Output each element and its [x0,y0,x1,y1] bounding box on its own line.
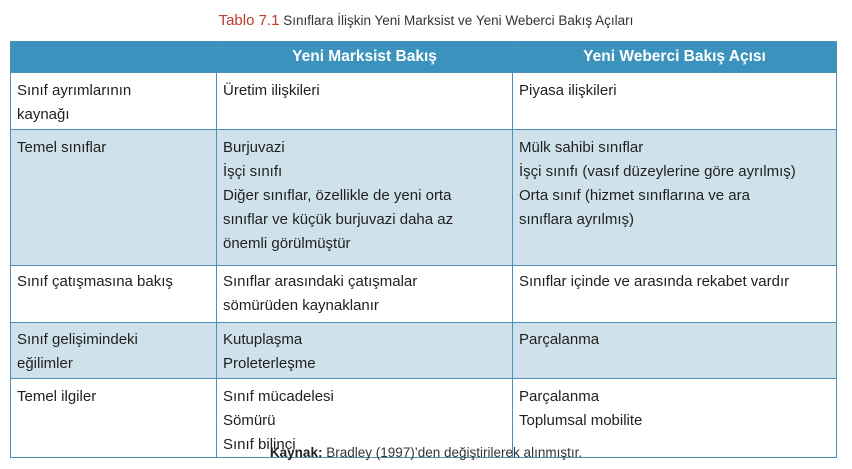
cell-line: Burjuvazi [223,139,285,156]
cell-line: Sınıf gelişimindeki [17,331,138,348]
weberian-cell [513,73,837,130]
cell-line: Sınıflar arasındaki çatışmalar [223,273,418,290]
row-label-cell [11,266,217,323]
source-note [0,444,852,462]
header-marxist: Yeni Marksist Bakış [217,42,513,73]
comparison-table [10,41,837,458]
cell-line: Diğer sınıflar, özellikle de yeni orta [223,187,452,204]
cell-line: Sınıf ayrımlarının [17,82,132,99]
cell-line: Piyasa ilişkileri [519,82,617,99]
cell-line: Üretim ilişkileri [223,82,320,99]
table-title: Sınıflara İlişkin Yeni Marksist ve Yeni Weberci Bakış Açıları [283,13,634,28]
table-row [11,266,837,323]
table-row [11,73,837,130]
cell-line: kaynağı [17,106,70,123]
table-header-row [11,42,837,73]
cell-line: eğilimler [17,355,73,372]
header-weberian: Yeni Weberci Bakış Açısı [513,42,837,73]
table-row [11,130,837,266]
cell-line: Sınıflar içinde ve arasında rekabet vardır [519,273,790,290]
cell-line: Sınıf mücadelesi [223,388,334,405]
cell-line: Kutuplaşma [223,331,303,348]
cell-line: önemli görülmüştür [223,235,351,252]
weberian-cell [513,130,837,266]
source-text: Bradley (1997)’den değiştirilerek alınmıştır. [322,445,583,460]
cell-line: Toplumsal mobilite [519,412,643,429]
cell-line: Proleterleşme [223,355,316,372]
cell-line: sınıflar ve küçük burjuvazi daha az [223,211,454,228]
marxist-cell [217,323,513,379]
cell-line: Parçalanma [519,331,600,348]
cell-line: Temel sınıflar [17,139,107,156]
weberian-cell [513,323,837,379]
cell-line: İşçi sınıfı [223,163,283,180]
cell-line: sömürüden kaynaklanır [223,297,379,314]
marxist-cell [217,73,513,130]
row-label-cell [11,323,217,379]
table-row [11,323,837,379]
row-label-cell [11,130,217,266]
cell-line: Parçalanma [519,388,600,405]
cell-line: Orta sınıf (hizmet sınıflarına ve ara [519,187,750,204]
weberian-cell [513,266,837,323]
cell-line: Mülk sahibi sınıflar [519,139,644,156]
row-label-cell [11,73,217,130]
table-caption [0,11,852,31]
cell-line: Temel ilgiler [17,388,97,405]
cell-line: İşçi sınıfı (vasıf düzeylerine göre ayrılmış) [519,163,796,180]
source-label: Kaynak: [269,445,323,460]
cell-line: Sınıf bilinci [223,436,296,453]
marxist-cell [217,266,513,323]
cell-line: Sınıf çatışmasına bakış [17,273,173,290]
header-corner-cell [11,42,217,73]
table-number: Tablo 7.1 [218,12,280,29]
marxist-cell [217,130,513,266]
cell-line: sınıflara ayrılmış) [519,211,635,228]
cell-line: Sömürü [223,412,276,429]
